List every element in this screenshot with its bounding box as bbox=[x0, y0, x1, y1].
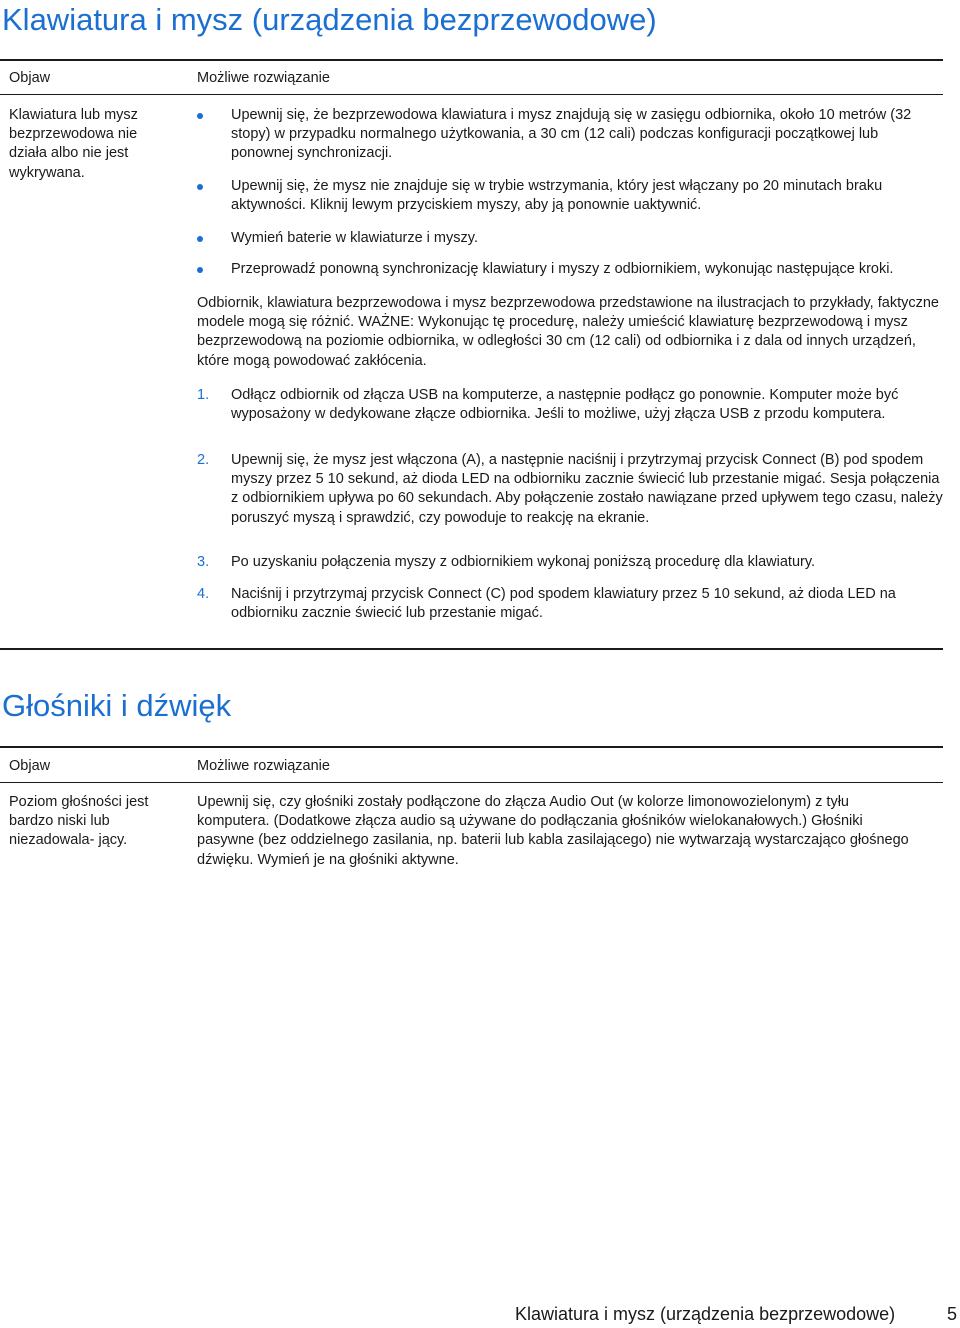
solution-bullet: Przeprowadź ponowną synchronizację klawiatury i myszy z odbiornikiem, wykonując następujące kroki. bbox=[231, 261, 894, 277]
solution-cell: Upewnij się, czy głośniki zostały podłączone do złącza Audio Out (w kolorze limonowozielonym) z tyłu komputera. (Dodatkowe złącza audio są używane do podłączania głośników wielokanałowych.) Głośniki pasywne (bez oddzielnego zasilania, np. baterii lub kabla zasilającego) nie wytwarzają wystarczająco głośnego dźwięku. Wymień je na głośniki aktywne. bbox=[197, 794, 909, 868]
column-header-symptom: Objaw bbox=[9, 758, 51, 774]
column-header-solution: Możliwe rozwiązanie bbox=[197, 70, 330, 86]
table-header-rule bbox=[0, 94, 943, 95]
column-header-symptom: Objaw bbox=[9, 70, 51, 86]
solution-bullet: Wymień baterie w klawiaturze i myszy. bbox=[231, 230, 478, 246]
column-header-solution: Możliwe rozwiązanie bbox=[197, 758, 330, 774]
step-number: 1. bbox=[197, 387, 210, 403]
table-top-rule bbox=[0, 59, 943, 61]
step-text: Upewnij się, że mysz jest włączona (A), a następnie naciśnij i przytrzymaj przycisk Connect (B) pod spodem myszy przez 5 10 sekund, aż dioda LED na odbiorniku zacznie świecić lub przestanie migać. Sesja połączenia z odbiornikiem upływa po 60 sekundach. Aby połączenie zostało nawiązane przed upływem tego czasu, należy poruszyć myszą i sprawdzić, czy powoduje to reakcję na ekranie. bbox=[231, 452, 943, 526]
bullet-icon bbox=[197, 113, 203, 119]
page-number: 5 bbox=[947, 1304, 958, 1324]
step-number: 4. bbox=[197, 586, 210, 602]
table-top-rule bbox=[0, 746, 943, 748]
symptom-cell: Poziom głośności jest bardzo niski lub niezadowala- jący. bbox=[9, 794, 149, 849]
symptom-cell: Klawiatura lub mysz bezprzewodowa nie działa albo nie jest wykrywana. bbox=[9, 107, 138, 181]
step-text: Po uzyskaniu połączenia myszy z odbiornikiem wykonaj poniższą procedurę dla klawiatury. bbox=[231, 554, 816, 570]
table-header-rule bbox=[0, 782, 943, 783]
section-title-speakers-sound: Głośniki i dźwięk bbox=[2, 688, 232, 723]
step-text: Odłącz odbiornik od złącza USB na komputerze, a następnie podłącz go ponownie. Komputer może być wyposażony w dedykowane złącze odbiornika. Jeśli to możliwe, użyj złącza USB z przodu komputera. bbox=[231, 387, 899, 423]
section-title-keyboard-mouse: Klawiatura i mysz (urządzenia bezprzewodowe) bbox=[2, 2, 657, 37]
solution-bullet: Upewnij się, że mysz nie znajduje się w trybie wstrzymania, który jest włączany po 20 minutach braku aktywności. Kliknij lewym przyciskiem myszy, aby ją ponownie uaktywnić. bbox=[231, 178, 883, 214]
step-number: 2. bbox=[197, 452, 210, 468]
note-paragraph bbox=[197, 294, 939, 371]
table-bottom-rule bbox=[0, 648, 943, 650]
bullet-icon bbox=[197, 184, 203, 190]
note-text: Wykonując tę procedurę, należy umieścić klawiaturę bezprzewodową i mysz bezprzewodową na poziomie odbiornika, w odległości 30 cm (12 cali) od odbiornika i z dala od innych urządzeń, które mogą powodować zakłócenia. bbox=[197, 314, 916, 369]
important-label: WAŻNE: bbox=[358, 314, 415, 331]
note-text: Odbiornik, klawiatura bezprzewodowa i mysz bezprzewodowa przedstawione na ilustracjach to przykłady, faktyczne modele mogą się różnić. bbox=[197, 295, 939, 331]
step-number: 3. bbox=[197, 554, 210, 570]
bullet-icon bbox=[197, 267, 203, 273]
bullet-icon bbox=[197, 236, 203, 242]
step-text: Naciśnij i przytrzymaj przycisk Connect (C) pod spodem klawiatury przez 5 10 sekund, aż dioda LED na odbiorniku zacznie świecić lub przestanie migać. bbox=[231, 586, 896, 622]
footer-title: Klawiatura i mysz (urządzenia bezprzewodowe) bbox=[515, 1304, 896, 1324]
solution-bullet: Upewnij się, że bezprzewodowa klawiatura i mysz znajdują się w zasięgu odbiornika, około 10 metrów (32 stopy) w przypadku normalnego użytkowania, a 30 cm (12 cali) podczas konfiguracji początkowej lub ponownej synchronizacji. bbox=[231, 107, 912, 162]
